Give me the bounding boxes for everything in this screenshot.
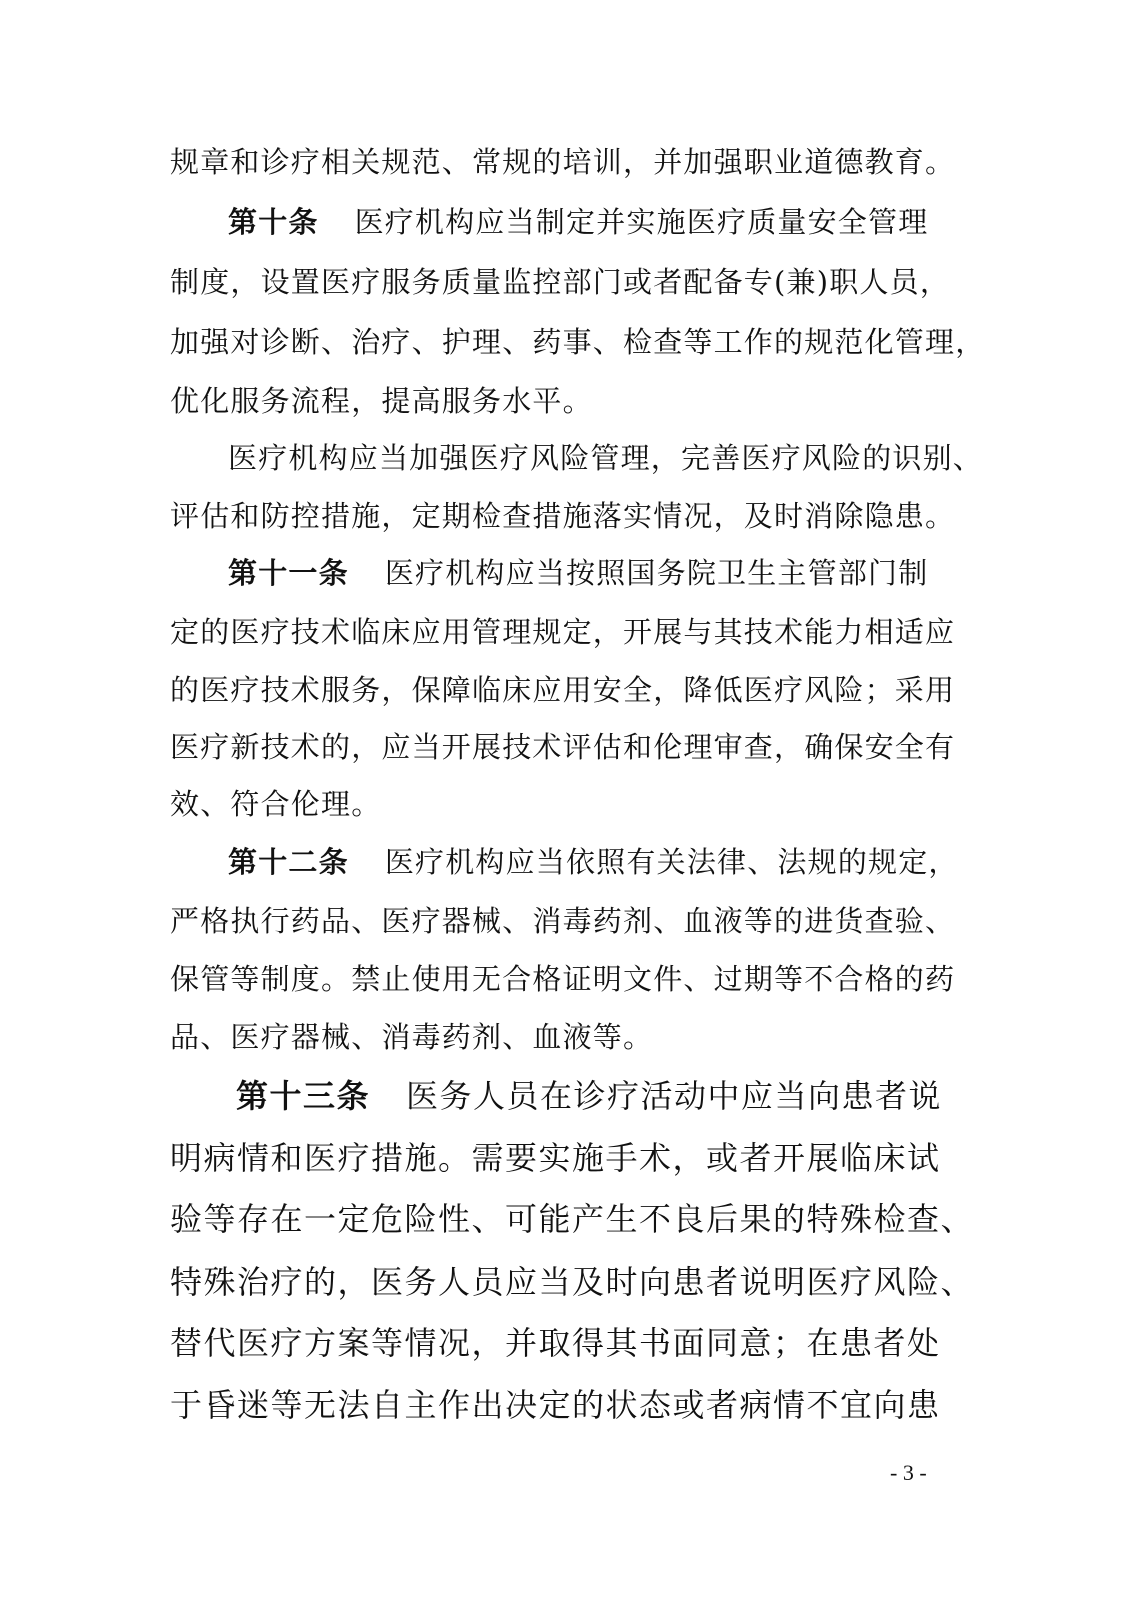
article-13-heading: 第十三条 — [236, 1077, 371, 1115]
article-13-line: 替代医疗方案等情况，并取得其书面同意；在患者处 — [170, 1324, 941, 1362]
article-11-line: 医疗新技术的，应当开展技术评估和伦理审查，确保安全有 — [170, 730, 956, 764]
article-12-line: 严格执行药品、医疗器械、消毒药剂、血液等的进货查验、 — [170, 904, 956, 938]
article-11-line: 效、符合伦理。 — [170, 787, 382, 821]
article-11-text: 医疗机构应当按照国务院卫生主管部门制 — [384, 556, 929, 590]
article-12-line: 保管等制度。禁止使用无合格证明文件、过期等不合格的药 — [170, 962, 956, 996]
article-10-p2-line: 评估和防控措施，定期检查措施落实情况，及时消除隐患。 — [170, 499, 956, 533]
page-number: - 3 - — [890, 1460, 927, 1485]
article-13-line: 于昏迷等无法自主作出决定的状态或者病情不宜向患 — [170, 1386, 941, 1424]
article-10-line: 优化服务流程，提高服务水平。 — [170, 384, 593, 418]
article-11-heading: 第十一条 — [228, 556, 349, 590]
article-12-heading: 第十二条 — [228, 845, 349, 879]
article-13-line: 验等存在一定危险性、可能产生不良后果的特殊检查、 — [170, 1200, 975, 1238]
article-11-first-line — [170, 553, 960, 593]
article-13-line: 明病情和医疗措施。需要实施手术，或者开展临床试 — [170, 1139, 941, 1177]
article-12-line: 品、医疗器械、消毒药剂、血液等。 — [170, 1020, 654, 1054]
article-10-p2-line: 医疗机构应当加强医疗风险管理，完善医疗风险的识别、 — [228, 441, 984, 475]
continuation-line: 规章和诊疗相关规范、常规的培训，并加强职业道德教育。 — [170, 145, 956, 179]
article-10-first-line — [170, 202, 960, 242]
article-13-text: 医务人员在诊疗活动中应当向患者说 — [406, 1077, 943, 1115]
article-12-text: 医疗机构应当依照有关法律、法规的规定， — [384, 845, 959, 879]
article-12-first-line — [170, 842, 960, 882]
article-10-heading: 第十条 — [228, 205, 319, 239]
article-11-line: 的医疗技术服务，保障临床应用安全，降低医疗风险；采用 — [170, 673, 956, 707]
article-10-text: 医疗机构应当制定并实施医疗质量安全管理 — [354, 205, 929, 239]
article-11-line: 定的医疗技术临床应用管理规定，开展与其技术能力相适应 — [170, 615, 956, 649]
article-10-line: 制度，设置医疗服务质量监控部门或者配备专(兼)职人员， — [170, 265, 951, 299]
article-13-first-line — [170, 1076, 960, 1116]
article-13-line: 特殊治疗的，医务人员应当及时向患者说明医疗风险、 — [170, 1263, 975, 1301]
article-10-line: 加强对诊断、治疗、护理、药事、检查等工作的规范化管理， — [170, 325, 986, 359]
